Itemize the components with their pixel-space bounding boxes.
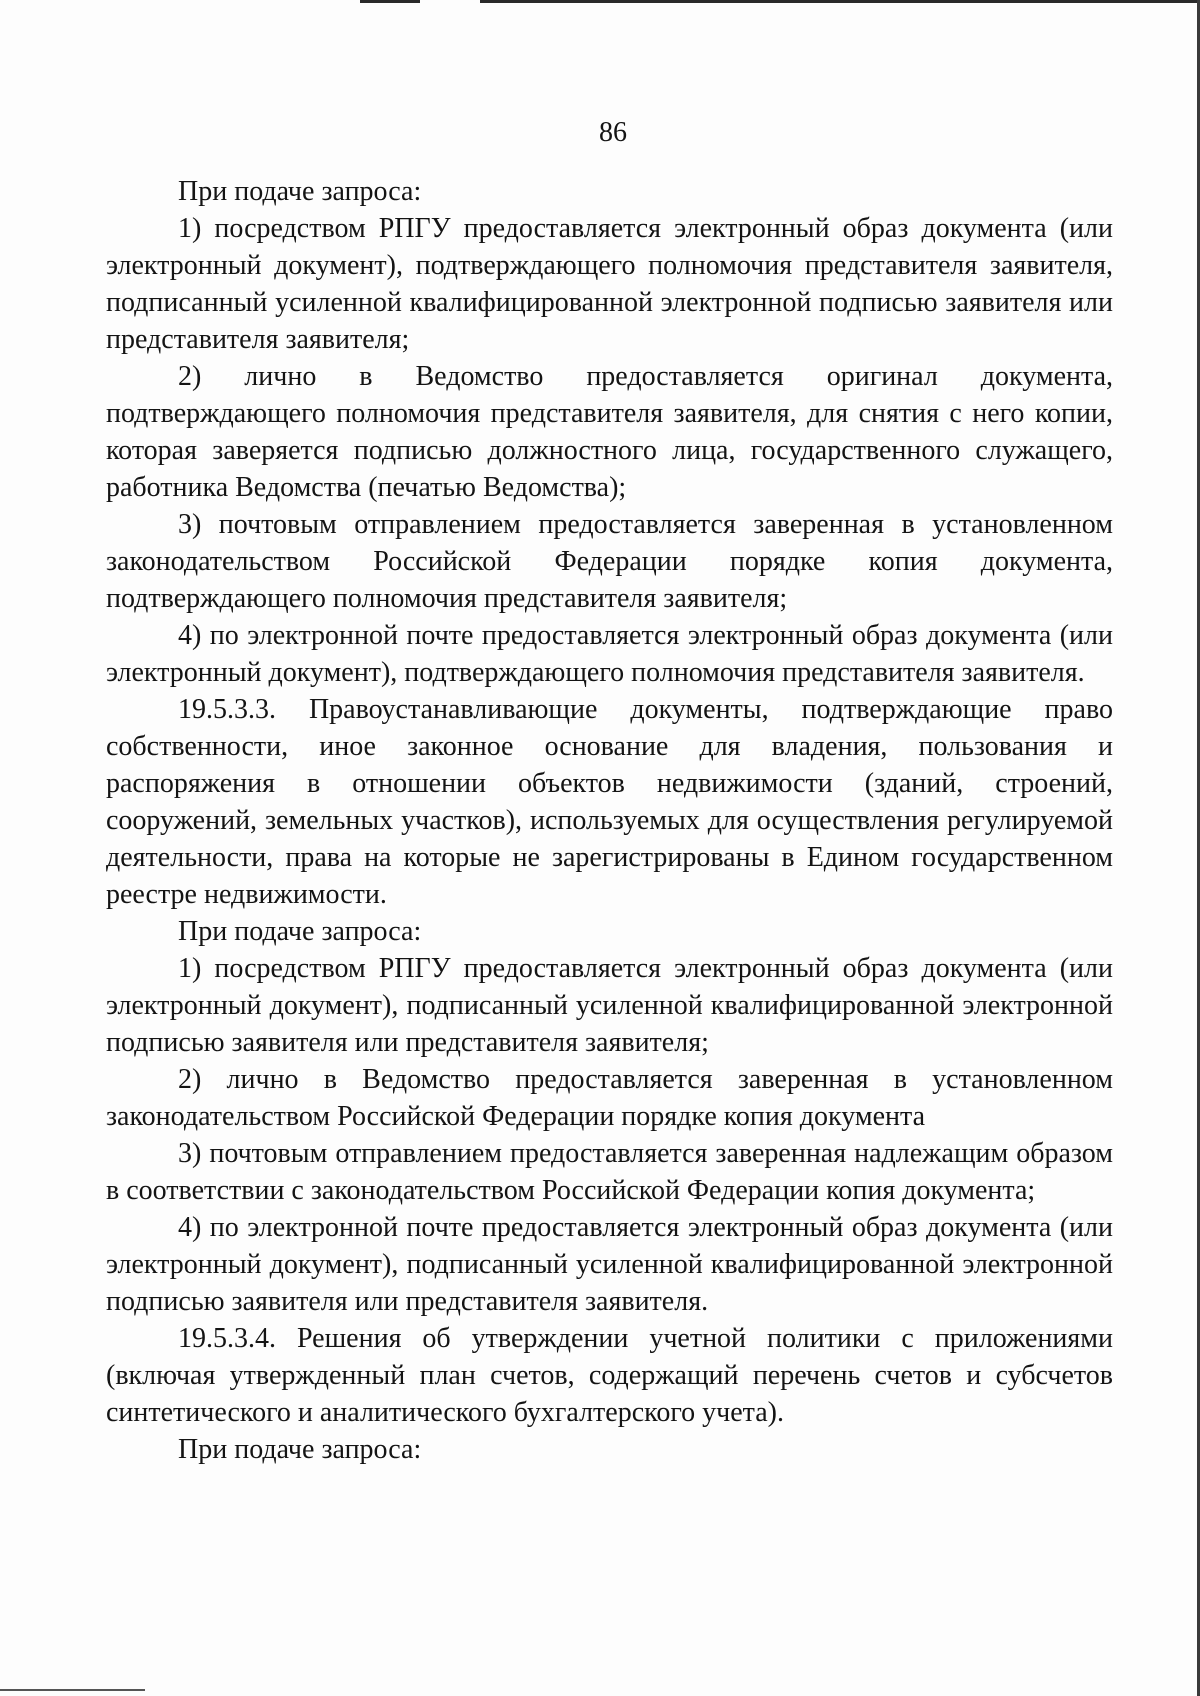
paragraph-item-1-rpgu-2: 1) посредством РПГУ предоставляется электронный образ документа (или электронный документ), подписанный усиленной квалифицированной электронной подписью заявителя или представителя заявителя; [106,953,1113,1058]
paragraph-submission-header-1: При подаче запроса: [178,176,422,207]
paragraph-section-19-5-3-4: 19.5.3.4. Решения об утверждении учетной политики с приложениями (включая утвержденный план счетов, содержащий перечень счетов и субсчетов синтетического и аналитического бухгалтерского учета). [106,1323,1113,1428]
document-body [106,173,1113,1468]
scan-bottom-edge-line [0,1689,145,1691]
paragraph-item-2-in-person: 2) лично в Ведомство предоставляется оригинал документа, подтверждающего полномочия представителя заявителя, для снятия с него копии, которая заверяется подписью должностного лица, государственного служащего, работника Ведомства (печатью Ведомства); [106,361,1113,503]
paragraph-submission-header-2: При подаче запроса: [178,916,422,947]
paragraph-item-1-rpgu: 1) посредством РПГУ предоставляется электронный образ документа (или электронный документ), подтверждающего полномочия представителя заявителя, подписанный усиленной квалифицированной электронной подписью заявителя или представителя заявителя; [106,213,1113,355]
paragraph-item-3-post: 3) почтовым отправлением предоставляется заверенная в установленном законодательством Российской Федерации порядке копия документа, подтверждающего полномочия представителя заявителя; [106,509,1113,614]
paragraph-item-3-post-2: 3) почтовым отправлением предоставляется заверенная надлежащим образом в соответствии с законодательством Российской Федерации копия документа; [106,1138,1113,1206]
paragraph-submission-header-3: При подаче запроса: [178,1434,422,1465]
scan-top-edge-gap [420,0,480,3]
paragraph-section-19-5-3-3: 19.5.3.3. Правоустанавливающие документы, подтверждающие право собственности, иное законное основание для владения, пользования и распоряжения в отношении объектов недвижимости (зданий, строений, сооружений, земельных участков), используемых для осуществления регулируемой деятельности, права на которые не зарегистрированы в Едином государственном реестре недвижимости. [106,694,1113,910]
paragraph-item-4-email: 4) по электронной почте предоставляется электронный образ документа (или электронный документ), подтверждающего полномочия представителя заявителя. [106,620,1113,688]
paragraph-item-2-in-person-2: 2) лично в Ведомство предоставляется заверенная в установленном законодательством Российской Федерации порядке копия документа [106,1064,1113,1132]
paragraph-item-4-email-2: 4) по электронной почте предоставляется электронный образ документа (или электронный документ), подписанный усиленной квалифицированной электронной подписью заявителя или представителя заявителя. [106,1212,1113,1317]
page-number: 86 [599,117,627,148]
scan-top-edge-line [360,0,1200,3]
